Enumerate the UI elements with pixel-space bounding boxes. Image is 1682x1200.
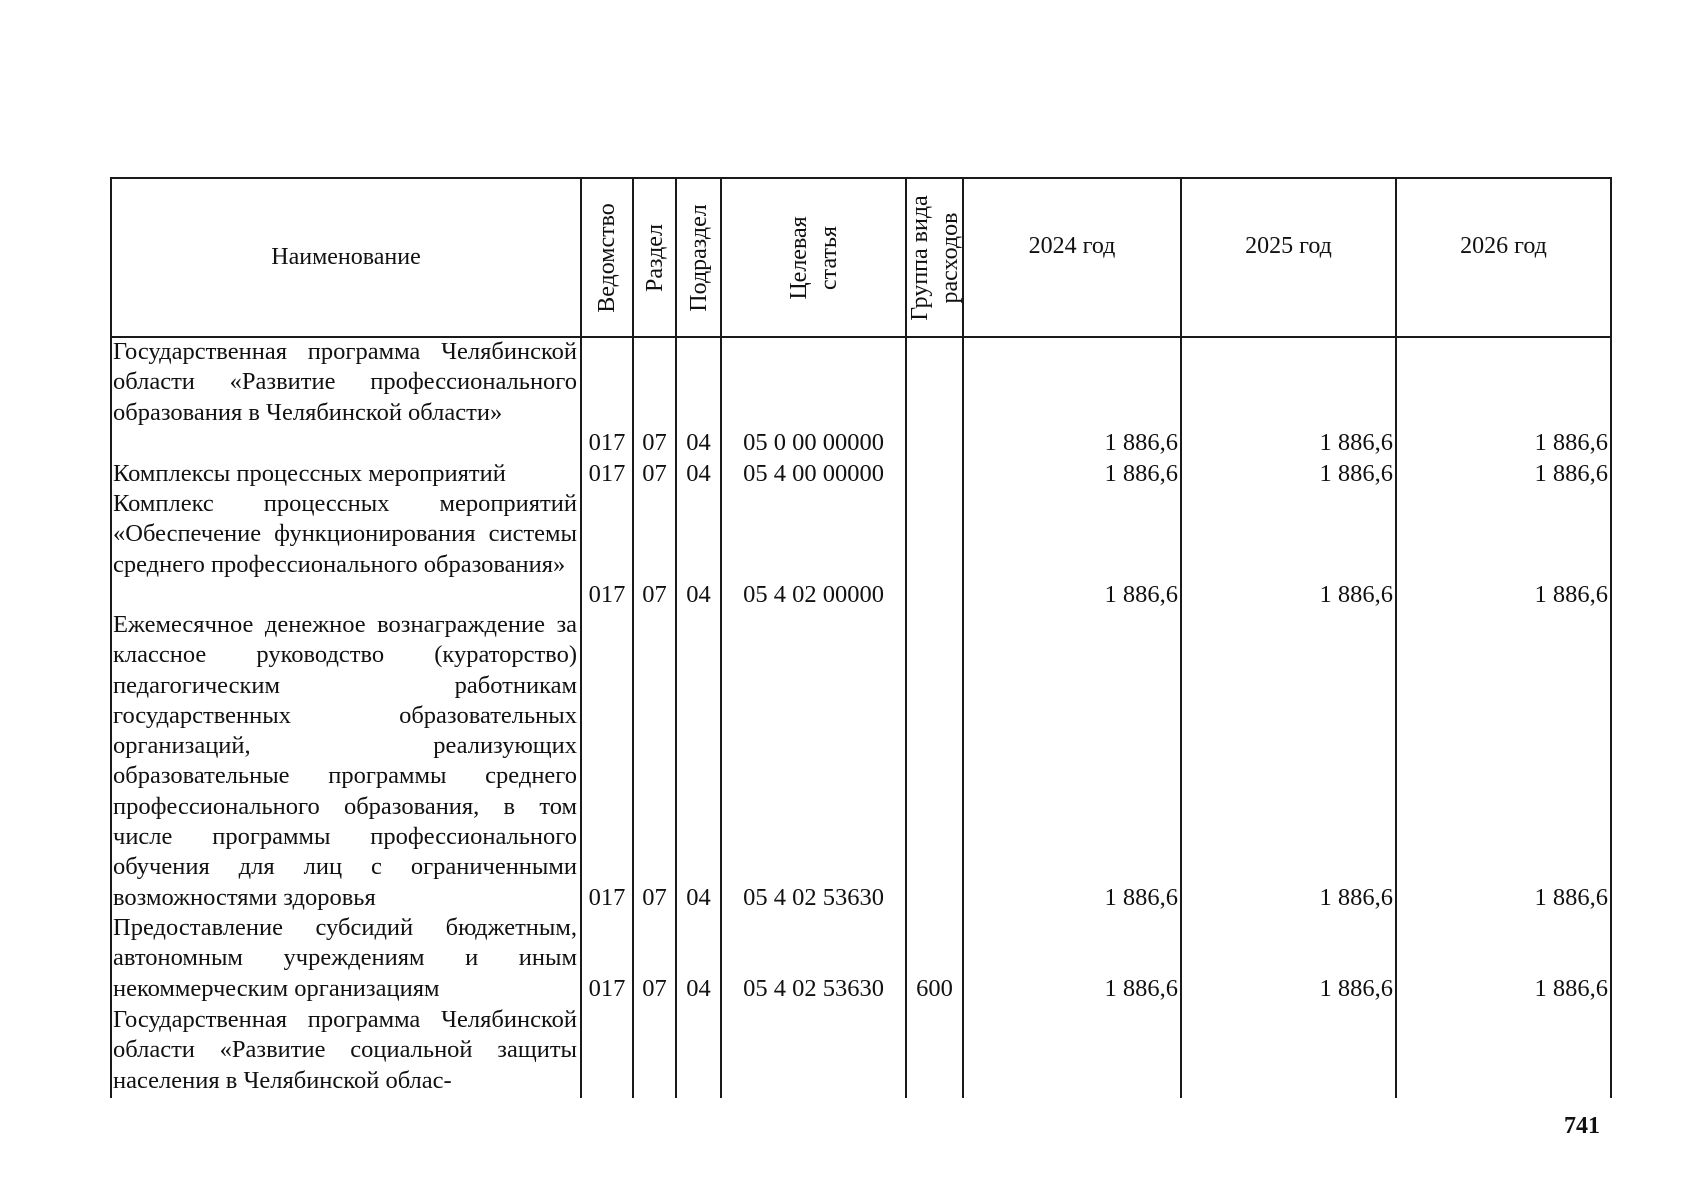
row-1-target: 05 0 00 00000 — [743, 429, 884, 456]
row-1-2026: 1 886,6 — [1534, 429, 1608, 456]
row-5-group: 600 — [916, 975, 953, 1002]
header-vedomstvo — [582, 179, 632, 336]
header-2025-text: 2025 год — [1245, 232, 1332, 259]
row-4-name: Ежемесячное денежное вознаграждение за классное руководство (кураторство) педагогическим работникам государственных образовательных организаций, реализующих образовательные программы среднего профессионального образования, в том числе программы профессионального обучения для лиц с ограниченными возможностями здоровья — [113, 611, 577, 911]
row-4-2026: 1 886,6 — [1534, 884, 1608, 911]
row-2-2024: 1 886,6 — [1104, 460, 1178, 487]
row-5-razdel: 07 — [642, 975, 667, 1002]
page-number: 741 — [1564, 1113, 1600, 1139]
header-2024-text: 2024 год — [1028, 232, 1116, 259]
row-2-target: 05 4 00 00000 — [743, 460, 884, 487]
row-3-ved: 017 — [588, 581, 626, 608]
header-2026-text: 2026 год — [1460, 232, 1547, 259]
row-6-name: Государственная программа Челябинской области «Развитие социальной защиты населения в Челябинской облас- — [113, 1006, 577, 1094]
row-5-target: 05 4 02 53630 — [743, 975, 884, 1002]
header-2026 — [1397, 179, 1610, 313]
row-3-2025: 1 886,6 — [1319, 581, 1393, 608]
row-4-podrazdel: 04 — [686, 884, 711, 911]
header-razdel-text: Раздел — [641, 223, 668, 292]
header-tselevaya-line2: статья — [815, 225, 842, 290]
header-gruppa — [907, 179, 962, 336]
row-4-target: 05 4 02 53630 — [743, 884, 884, 911]
header-2025 — [1182, 179, 1395, 313]
row-3-2024: 1 886,6 — [1104, 581, 1178, 608]
col-line-right — [1610, 177, 1612, 1098]
row-1-2025: 1 886,6 — [1319, 429, 1393, 456]
row-1-ved: 017 — [588, 429, 626, 456]
row-4-2024: 1 886,6 — [1104, 884, 1178, 911]
row-3-target: 05 4 02 00000 — [743, 581, 884, 608]
row-1-name: Государственная программа Челябинской области «Развитие профессионального образования в Челябинской области» — [113, 338, 577, 426]
header-tselevaya-line1: Целевая — [785, 215, 812, 300]
header-gruppa-line2: расходов — [936, 212, 963, 303]
row-1-podrazdel: 04 — [686, 429, 711, 456]
row-3-name: Комплекс процессных мероприятий «Обеспечение функционирования системы среднего профессионального образования» — [113, 490, 577, 578]
header-vedomstvo-text: Ведомство — [594, 202, 620, 313]
header-tselevaya-text — [784, 216, 844, 299]
row-3-razdel: 07 — [642, 581, 667, 608]
header-tselevaya — [722, 179, 905, 336]
row-1-razdel: 07 — [642, 429, 667, 456]
header-podrazdel — [677, 179, 720, 336]
header-podrazdel-text: Подраздел — [685, 203, 712, 312]
row-2-2025: 1 886,6 — [1319, 460, 1393, 487]
row-1-2024: 1 886,6 — [1104, 429, 1178, 456]
row-3-2026: 1 886,6 — [1534, 581, 1608, 608]
row-5-2025: 1 886,6 — [1319, 975, 1393, 1002]
row-4-2025: 1 886,6 — [1319, 884, 1393, 911]
header-name-text: Наименование — [271, 244, 421, 270]
header-razdel — [634, 179, 675, 336]
row-3-podrazdel: 04 — [686, 581, 711, 608]
row-2-razdel: 07 — [642, 460, 667, 487]
row-2-2026: 1 886,6 — [1534, 460, 1608, 487]
header-name — [112, 179, 580, 336]
row-2-ved: 017 — [588, 460, 626, 487]
row-2-name: Комплексы процессных мероприятий — [113, 460, 506, 487]
row-5-name: Предоставление субсидий бюджетным, автономным учреждениям и иным некоммерческим организациям — [113, 914, 577, 1002]
header-gruppa-text — [905, 195, 965, 320]
col-line-8 — [1395, 177, 1397, 1098]
header-gruppa-line1: Группа вида — [906, 194, 933, 321]
row-5-podrazdel: 04 — [686, 975, 711, 1002]
header-2024 — [964, 179, 1180, 313]
row-5-2026: 1 886,6 — [1534, 975, 1608, 1002]
row-4-razdel: 07 — [642, 884, 667, 911]
col-line-7 — [1180, 177, 1182, 1098]
row-5-ved: 017 — [588, 975, 626, 1002]
row-2-podrazdel: 04 — [686, 460, 711, 487]
row-5-2024: 1 886,6 — [1104, 975, 1178, 1002]
row-4-ved: 017 — [588, 884, 626, 911]
